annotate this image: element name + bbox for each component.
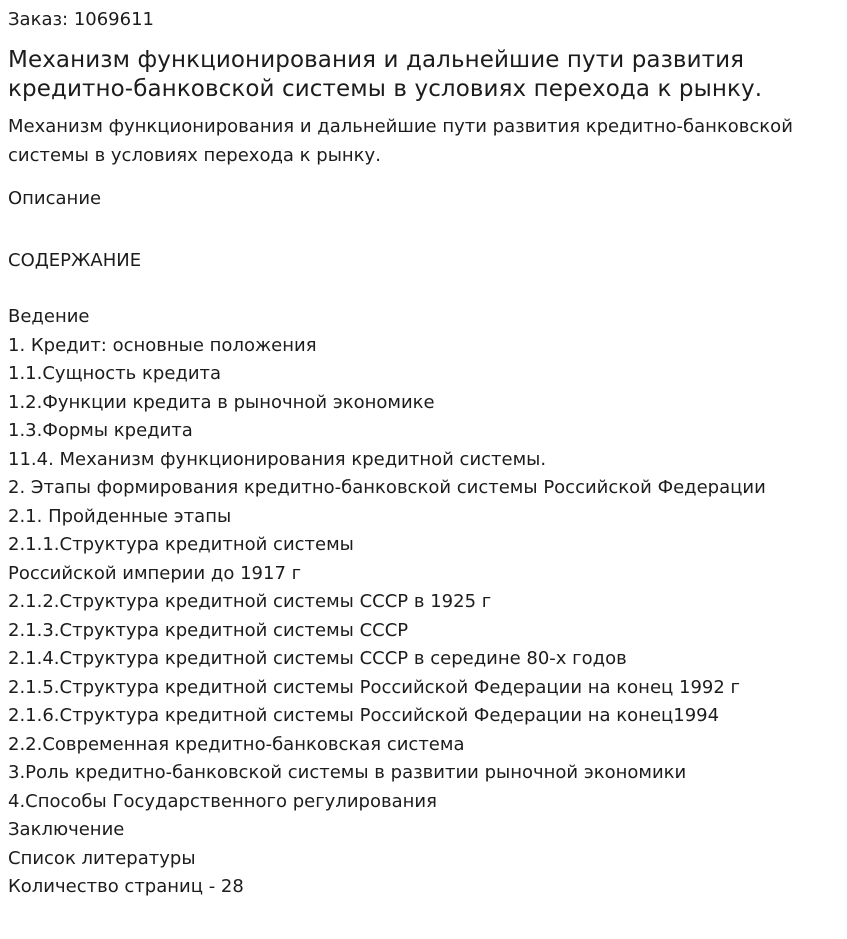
toc-item: 2.1.4.Структура кредитной системы СССР в середине 80-х годов (8, 648, 627, 669)
toc-item: 2.1.1.Структура кредитной системы (8, 534, 354, 555)
toc-item: Количество страниц - 28 (8, 876, 244, 897)
toc-item: Российской империи до 1917 г (8, 562, 302, 584)
toc-item: 11.4. Механизм функционирования кредитной системы. (8, 448, 547, 470)
toc-item: 2.1. Пройденные этапы (8, 505, 232, 527)
toc-item: Заключение (8, 819, 125, 840)
document-subtitle: Механизм функционирования и дальнейшие пути развития кредитно-банковской системы в условиях перехода к рынку. (8, 116, 793, 166)
toc-item: 2.1.5.Структура кредитной системы Российской Федерации на конец 1992 г (8, 676, 740, 698)
toc-heading: СОДЕРЖАНИЕ (8, 250, 142, 271)
toc-item: 1.2.Функции кредита в рыночной экономике (8, 391, 435, 413)
toc-item: 1. Кредит: основные положения (8, 334, 317, 356)
toc-item: 2.1.2.Структура кредитной системы СССР в 1925 г (8, 591, 492, 612)
toc-item: 2. Этапы формирования кредитно-банковской системы Российской Федерации (8, 477, 766, 498)
toc-item: 2.1.6.Структура кредитной системы Российской Федерации на конец1994 (8, 705, 720, 726)
order-number: Заказ: 1069611 (8, 9, 154, 30)
spacer (8, 213, 839, 246)
document-title: Механизм функционирования и дальнейшие пути развития кредитно-банковской системы в условиях перехода к рынку. (8, 47, 763, 102)
description-label: Описание (8, 188, 102, 209)
toc-item: 1.3.Формы кредита (8, 420, 193, 441)
toc-item: 1.1.Сущность кредита (8, 363, 222, 384)
toc-item: Ведение (8, 306, 90, 327)
toc-item: 2.2.Современная кредитно-банковская система (8, 733, 465, 755)
toc-item: 4.Способы Государственного регулирования (8, 790, 437, 812)
table-of-contents (8, 303, 839, 902)
toc-item: Список литературы (8, 847, 196, 869)
toc-item: 2.1.3.Структура кредитной системы СССР (8, 619, 409, 641)
spacer (8, 275, 839, 303)
toc-item: 3.Роль кредитно-банковской системы в развитии рыночной экономики (8, 762, 687, 783)
